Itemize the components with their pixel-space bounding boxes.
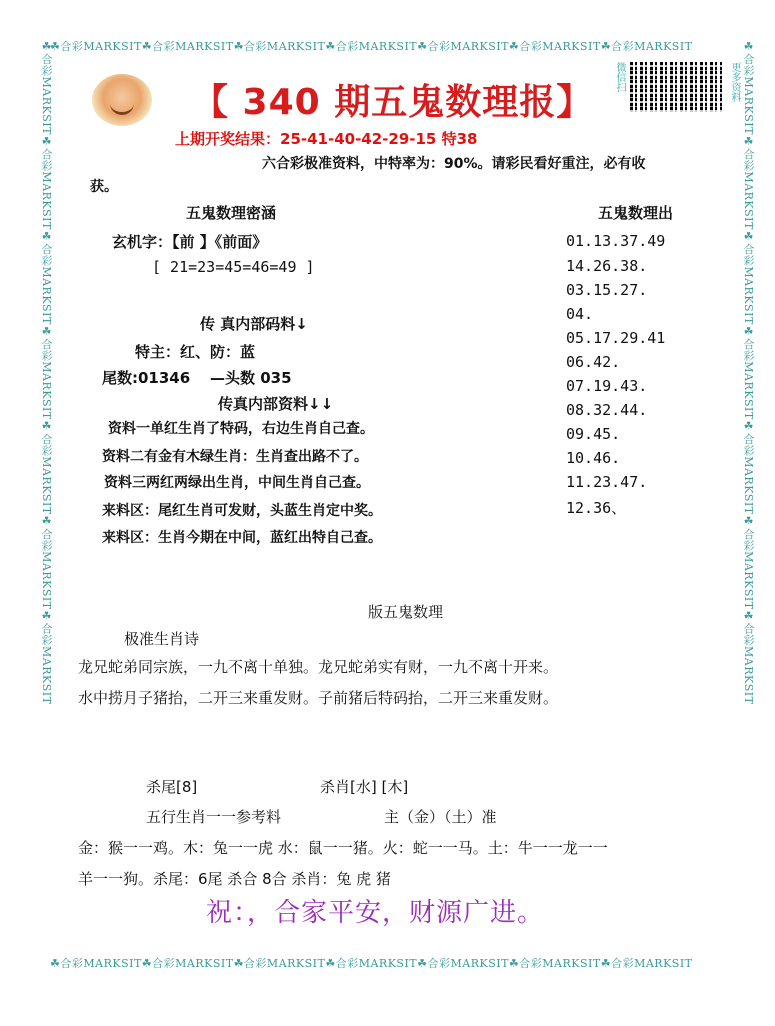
data-item-5: 来料区：生肖今期在中间，蓝红出特自己查。 <box>102 530 382 546</box>
number-row: 10.46. <box>566 449 621 467</box>
poem-line-1: 龙兄蛇弟同宗族，一九不离十单独。龙兄蛇弟实有财，一九不离十开来。 <box>78 658 559 676</box>
border-left-watermark: ☘合彩MARKSIT☘合彩MARKSIT☘合彩MARKSIT☘合彩MARKSIT☘合彩MARKSIT☘合彩MARKSIT☘合彩MARKSIT <box>40 40 53 705</box>
fax-heading-1: 传 真内部码料↓ <box>200 315 308 333</box>
poem-line-2: 水中捞月子猪抬，二开三来重发财。子前猪后特码抬，二开三来重发财。 <box>78 689 559 707</box>
fax-heading-2: 传真内部资料↓↓ <box>218 395 334 413</box>
qr-code-pattern <box>630 62 722 112</box>
number-row: 04. <box>566 305 594 323</box>
section-title: 版五鬼数理 <box>368 603 444 621</box>
number-row: 01.13.37.49 <box>566 232 666 250</box>
number-bracket: [ 21=23=45=46=49 ] <box>152 258 315 276</box>
number-row: 11.23.47. <box>566 473 648 491</box>
intro-line-2: 获。 <box>90 179 118 195</box>
data-item-2: 资料二有金有木绿生肖：生肖查出路不了。 <box>102 449 368 465</box>
border-bottom-watermark: ☘合彩MARKSIT☘合彩MARKSIT☘合彩MARKSIT☘合彩MARKSIT☘合彩MARKSIT☘合彩MARKSIT☘合彩MARKSIT <box>50 957 693 970</box>
intro-line-1: 六合彩极准资料，中特率为：90%。请彩民看好重注，必有收 <box>262 156 646 172</box>
qr-side-label-left: 微信扫 <box>614 62 625 92</box>
last-result: 上期开奖结果：25-41-40-42-29-15 特38 <box>175 130 478 148</box>
number-row: 03.15.27. <box>566 281 648 299</box>
data-item-1: 资料一单红生肖了特码，右边生肖自己查。 <box>108 421 374 437</box>
weishu-text: 尾数:01346 <box>102 369 191 387</box>
logo-face-icon <box>92 74 152 126</box>
left-heading: 五鬼数理密涵 <box>186 204 277 222</box>
border-right-watermark: ☘合彩MARKSIT☘合彩MARKSIT☘合彩MARKSIT☘合彩MARKSIT☘合彩MARKSIT☘合彩MARKSIT☘合彩MARKSIT <box>742 40 755 705</box>
page-title: 【 340 期五鬼数理报】 <box>192 82 594 123</box>
toushu-text: —头数 035 <box>210 369 292 387</box>
wuxing-line-2: 羊一一狗。杀尾：6尾 杀合 8合 杀肖：兔 虎 猪 <box>78 870 391 888</box>
wuxing-main: 主（金）（土）准 <box>384 808 497 826</box>
number-row: 06.42. <box>566 353 621 371</box>
right-heading: 五鬼数理出 <box>598 204 674 222</box>
data-item-4: 来料区：尾红生肖可发财，头蓝生肖定中奖。 <box>102 503 382 519</box>
qr-side-label-right: 更多资料 <box>729 62 740 102</box>
wuxing-label: 五行生肖一一参考料 <box>146 808 282 826</box>
number-row: 09.45. <box>566 425 621 443</box>
number-row: 14.26.38. <box>566 257 648 275</box>
number-row: 05.17.29.41 <box>566 329 666 347</box>
kill-tail: 杀尾[8] <box>146 778 198 796</box>
kill-zodiac: 杀肖[水] [木] <box>320 778 409 796</box>
te-zhu-text: 特主：红、防：蓝 <box>135 343 256 361</box>
border-top-watermark: ☘合彩MARKSIT☘合彩MARKSIT☘合彩MARKSIT☘合彩MARKSIT☘合彩MARKSIT☘合彩MARKSIT☘合彩MARKSIT <box>50 40 693 53</box>
xuanji-text: 玄机字：【前 】《前面》 <box>112 233 268 251</box>
data-item-3: 资料三两红两绿出生肖，中间生肖自己查。 <box>104 475 370 491</box>
number-row: 07.19.43. <box>566 377 648 395</box>
number-row: 08.32.44. <box>566 401 648 419</box>
footer-wish: 祝：，合家平安，财源广进。 <box>206 898 545 928</box>
poem-subtitle: 极准生肖诗 <box>124 630 200 648</box>
wuxing-line-1: 金：猴一一鸡。木：兔一一虎 水：鼠一一猪。火：蛇一一马。土：牛一一龙一一 <box>78 839 608 857</box>
number-row: 12.36、 <box>566 499 627 517</box>
